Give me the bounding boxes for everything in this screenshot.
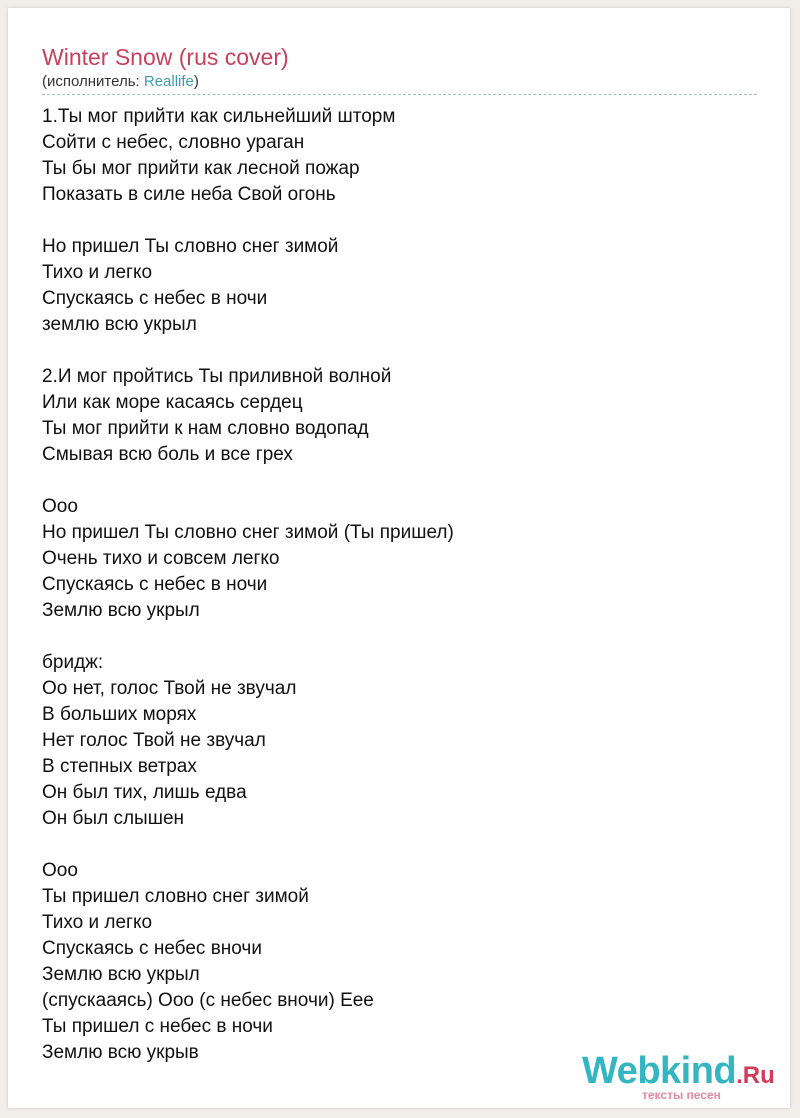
artist-link[interactable]: Reallife xyxy=(143,73,194,90)
lyric-line: Ооо xyxy=(42,496,78,517)
lyric-line: Но пришел Ты словно снег зимой (Ты пришел) xyxy=(42,522,454,543)
lyric-line: землю всю укрыл xyxy=(42,314,197,335)
lyric-line: Спускаясь с небес в ночи xyxy=(42,288,268,309)
lyric-line: Но пришел Ты словно снег зимой xyxy=(42,236,339,257)
lyric-line: Землю всю укрыл xyxy=(42,600,200,621)
lyric-line: 1.Ты мог прийти как сильнейший шторм xyxy=(42,106,396,127)
lyric-line: Смывая всю боль и все грех xyxy=(42,444,293,465)
lyric-line: бридж: xyxy=(42,652,104,673)
lyric-line: Очень тихо и совсем легко xyxy=(42,548,280,569)
lyric-line: В степных ветрах xyxy=(42,756,197,777)
stanza-break xyxy=(42,468,742,494)
artist-suffix: ) xyxy=(193,73,199,90)
song-title: Winter Snow (rus cover) xyxy=(42,44,289,70)
lyric-line: (спускааясь) Ооо (с небес вночи) Еее xyxy=(42,990,374,1011)
lyric-line: Ты мог прийти к нам словно водопад xyxy=(42,418,369,439)
lyric-line: В больших морях xyxy=(42,704,197,725)
lyric-line: Нет голос Твой не звучал xyxy=(42,730,266,751)
lyric-line: Ты бы мог прийти как лесной пожар xyxy=(42,158,360,179)
lyric-line: Спускаясь с небес вночи xyxy=(42,938,262,959)
lyric-line: Тихо и легко xyxy=(42,262,153,283)
stanza-break xyxy=(42,208,742,234)
lyrics-body xyxy=(42,104,742,1066)
webkind-logo xyxy=(582,1048,782,1102)
artist-line xyxy=(42,72,199,92)
lyric-line: Оо нет, голос Твой не звучал xyxy=(42,678,297,699)
stanza-break xyxy=(42,832,742,858)
lyric-line: Он был слышен xyxy=(42,808,184,829)
lyric-line: Землю всю укрыв xyxy=(42,1042,199,1063)
lyric-line: Землю всю укрыл xyxy=(42,964,200,985)
lyric-line: Показать в силе неба Свой огонь xyxy=(42,184,336,205)
header-divider xyxy=(42,94,757,95)
lyric-line: Спускаясь с небес в ночи xyxy=(42,574,268,595)
lyric-line: Ты пришел с небес в ночи xyxy=(42,1016,273,1037)
lyric-line: 2.И мог пройтись Ты приливной волной xyxy=(42,366,392,387)
lyric-line: Сойти с небес, словно ураган xyxy=(42,132,305,153)
logo-tld-text: .Ru xyxy=(736,1062,775,1089)
artist-prefix: (исполнитель: xyxy=(42,73,144,90)
logo-subtitle: тексты песен xyxy=(642,1088,721,1102)
stanza-break xyxy=(42,338,742,364)
lyric-line: Ты пришел словно снег зимой xyxy=(42,886,309,907)
lyric-line: Или как море касаясь сердец xyxy=(42,392,303,413)
lyric-line: Он был тих, лишь едва xyxy=(42,782,247,803)
stanza-break xyxy=(42,624,742,650)
document-page xyxy=(8,8,790,1108)
logo-main-text: Webkind xyxy=(582,1050,737,1092)
lyric-line: Тихо и легко xyxy=(42,912,153,933)
lyric-line: Ооо xyxy=(42,860,78,881)
